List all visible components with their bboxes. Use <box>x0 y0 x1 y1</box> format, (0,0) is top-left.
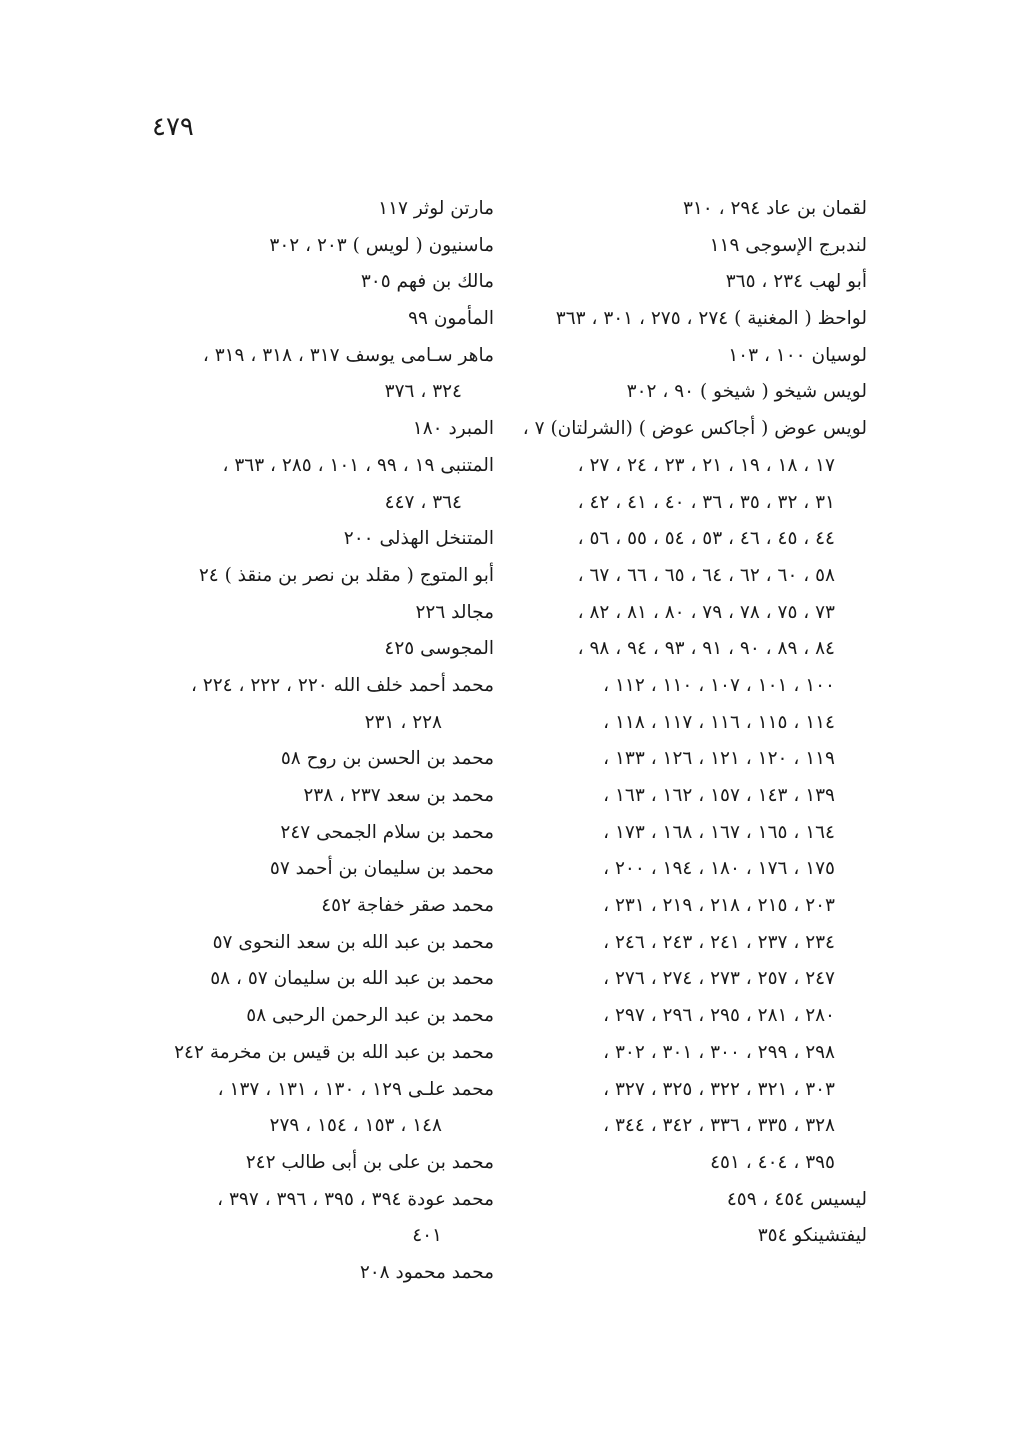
index-entry: ماسنيون ( لويس ) ٢٠٣ ، ٣٠٢ <box>269 234 494 256</box>
index-entry: ليفتشينكو ٣٥٤ <box>757 1225 867 1247</box>
index-entry-continuation: ١٧ ، ١٨ ، ١٩ ، ٢١ ، ٢٣ ، ٢٤ ، ٢٧ ، <box>577 454 835 476</box>
index-entry: محمد بن عبد الرحمن الرحبى ٥٨ <box>246 1005 494 1027</box>
index-entry-continuation: ٤٤ ، ٤٥ ، ٤٦ ، ٥٣ ، ٥٤ ، ٥٥ ، ٥٦ ، <box>577 528 835 550</box>
index-entry: ماهر سـامى يوسف ٣١٧ ، ٣١٨ ، ٣١٩ ، <box>202 344 494 366</box>
index-entry: محمد بن الحسن بن روح ٥٨ <box>280 748 494 770</box>
index-entry-continuation: ٥٨ ، ٦٠ ، ٦٢ ، ٦٤ ، ٦٥ ، ٦٦ ، ٦٧ ، <box>577 564 835 586</box>
index-entry: لويس عوض ( أجاكس عوض ) (الشرلتان) ٧ ، <box>522 418 867 440</box>
index-entry: مجالد ٢٢٦ <box>415 601 494 623</box>
index-entry: المبرد ١٨٠ <box>412 418 494 440</box>
index-entry: أبو المتوج ( مقلد بن نصر بن منقذ ) ٢٤ <box>198 564 494 586</box>
index-entry: محمد بن سعد ٢٣٧ ، ٢٣٨ <box>303 785 494 806</box>
index-entry-continuation: ١٧٥ ، ١٧٦ ، ١٨٠ ، ١٩٤ ، ٢٠٠ ، <box>603 858 835 880</box>
index-entry-continuation: ٣٩٥ ، ٤٠٤ ، ٤٥١ <box>710 1151 835 1173</box>
index-entry-continuation: ١٠٠ ، ١٠١ ، ١٠٧ ، ١١٠ ، ١١٢ ، <box>603 674 835 696</box>
index-entry: محمد عودة ٣٩٤ ، ٣٩٥ ، ٣٩٦ ، ٣٩٧ ، <box>217 1188 494 1210</box>
index-entry: لواحظ ( المغنية ) ٢٧٤ ، ٢٧٥ ، ٣٠١ ، ٣٦٣ <box>555 308 867 330</box>
index-entry: محمد بن عبد الله بن سعد النحوى ٥٧ <box>212 931 494 953</box>
index-entry-continuation: ٢٢٨ ، ٢٣١ <box>364 711 442 733</box>
index-entry: لندبرج الإسوجى ١١٩ <box>709 234 867 256</box>
index-entry: المأمون ٩٩ <box>408 308 494 330</box>
index-entry-continuation: ٣٢٨ ، ٣٣٥ ، ٣٣٦ ، ٣٤٢ ، ٣٤٤ ، <box>603 1115 835 1137</box>
index-entry-continuation: ٨٤ ، ٨٩ ، ٩٠ ، ٩١ ، ٩٣ ، ٩٤ ، ٩٨ ، <box>577 638 835 660</box>
index-entry-continuation: ٢٤٧ ، ٢٥٧ ، ٢٧٣ ، ٢٧٤ ، ٢٧٦ ، <box>603 968 835 990</box>
index-entry: مارتن لوثر ١١٧ <box>378 198 494 219</box>
index-entry-continuation: ٣١ ، ٣٢ ، ٣٥ ، ٣٦ ، ٤٠ ، ٤١ ، ٤٢ ، <box>577 491 835 513</box>
index-entry: محمد بن على بن أبى طالب ٢٤٢ <box>245 1151 494 1173</box>
index-entry: محمد بن عبد الله بن سليمان ٥٧ ، ٥٨ <box>210 968 494 990</box>
index-entry: محمد محمود ٢٠٨ <box>359 1261 494 1283</box>
index-entry: لقمان بن عاد ٢٩٤ ، ٣١٠ <box>682 198 867 219</box>
index-entry-continuation: ٣٠٣ ، ٣٢١ ، ٣٢٢ ، ٣٢٥ ، ٣٢٧ ، <box>603 1078 835 1100</box>
index-entry: المجوسى ٤٢٥ <box>384 638 494 660</box>
index-entry-continuation: ٢٨٠ ، ٢٨١ ، ٢٩٥ ، ٢٩٦ ، ٢٩٧ ، <box>603 1005 835 1027</box>
index-entry-continuation: ١٦٤ ، ١٦٥ ، ١٦٧ ، ١٦٨ ، ١٧٣ ، <box>603 821 835 843</box>
index-entry: ليسيس ٤٥٤ ، ٤٥٩ <box>726 1188 867 1210</box>
index-entry: لوسيان ١٠٠ ، ١٠٣ <box>728 344 867 366</box>
index-entry-continuation: ١٤٨ ، ١٥٣ ، ١٥٤ ، ٢٧٩ <box>269 1115 442 1137</box>
index-entry: مالك بن فهم ٣٠٥ <box>360 271 494 293</box>
index-entry: المتنبى ١٩ ، ٩٩ ، ١٠١ ، ٢٨٥ ، ٣٦٣ ، <box>222 454 494 476</box>
index-entry-continuation: ٢٣٤ ، ٢٣٧ ، ٢٤١ ، ٢٤٣ ، ٢٤٦ ، <box>603 931 835 953</box>
index-entry-continuation: ٢٩٨ ، ٢٩٩ ، ٣٠٠ ، ٣٠١ ، ٣٠٢ ، <box>603 1041 835 1063</box>
index-entry-continuation: ٣٦٤ ، ٤٤٧ <box>384 491 462 513</box>
index-entry-continuation: ٧٣ ، ٧٥ ، ٧٨ ، ٧٩ ، ٨٠ ، ٨١ ، ٨٢ ، <box>577 601 835 623</box>
index-entry: لويس شيخو ( شيخو ) ٩٠ ، ٣٠٢ <box>626 381 867 403</box>
index-entry: محمد علـى ١٢٩ ، ١٣٠ ، ١٣١ ، ١٣٧ ، <box>217 1078 494 1100</box>
index-entry: محمد بن سلام الجمحى ٢٤٧ <box>280 821 494 843</box>
index-entry: أبو لهب ٢٣٤ ، ٣٦٥ <box>725 271 867 293</box>
index-column-right <box>507 191 867 1255</box>
index-entry-continuation: ١١٩ ، ١٢٠ ، ١٢١ ، ١٢٦ ، ١٣٣ ، <box>603 748 835 770</box>
index-entry: محمد بن سليمان بن أحمد ٥٧ <box>269 858 494 880</box>
index-entry-continuation: ١٣٩ ، ١٤٣ ، ١٥٧ ، ١٦٢ ، ١٦٣ ، <box>603 785 835 806</box>
index-entry-continuation: ٢٠٣ ، ٢١٥ ، ٢١٨ ، ٢١٩ ، ٢٣١ ، <box>603 895 835 917</box>
index-entry-continuation: ٣٢٤ ، ٣٧٦ <box>384 381 462 403</box>
index-entry: المتنخل الهذلى ٢٠٠ <box>343 528 494 550</box>
index-entry-continuation: ١١٤ ، ١١٥ ، ١١٦ ، ١١٧ ، ١١٨ ، <box>603 711 835 733</box>
index-entry: محمد صقر خفاجة ٤٥٢ <box>321 895 494 917</box>
index-entry: محمد أحمد خلف الله ٢٢٠ ، ٢٢٢ ، ٢٢٤ ، <box>190 674 494 696</box>
index-entry: محمد بن عبد الله بن قيس بن مخرمة ٢٤٢ <box>174 1041 494 1063</box>
index-entry-continuation: ٤٠١ <box>412 1225 442 1247</box>
index-column-left <box>134 191 494 1292</box>
page-number: ٤٧٩ <box>152 112 194 142</box>
